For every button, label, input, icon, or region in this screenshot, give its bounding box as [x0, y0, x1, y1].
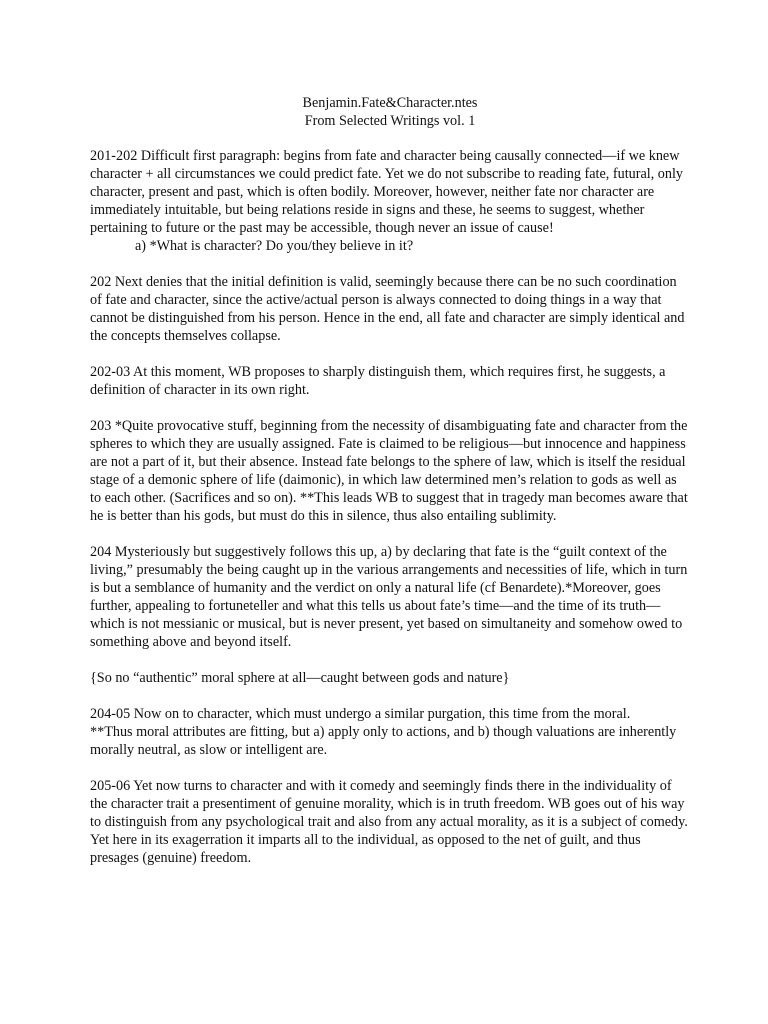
document-subtitle: From Selected Writings vol. 1 [304, 113, 476, 129]
paragraph-202 [90, 273, 690, 345]
paragraph-204-05 [90, 705, 690, 759]
paragraph-text: 201-202 Difficult first paragraph: begins from fate and character being causally connected—if we knew character + all circumstances we could predict fate. Yet we do not subscribe to reading fate, futural, only character, present and past, which is often bodily. Moreover, however, neither fate nor character are immediately intuitable, but being relations reside in signs and these, he seems to suggest, whether pertaining to future or the past may be accessible, though never an issue of cause! [90, 148, 684, 236]
paragraph-text: 205-06 Yet now turns to character and with it comedy and seemingly finds there in the individuality of the character trait a presentiment of genuine morality, which is in truth freedom. WB goes out of his way to distinguish from any psychological trait and also from any actual morality, as it is a subject of comedy. Yet here in its exagerration it imparts all to the individual, as opposed to the net of guilt, and thus presages (genuine) freedom. [90, 778, 688, 866]
document-page [90, 94, 690, 885]
paragraph-text: 204-05 Now on to character, which must undergo a similar purgation, this time from the moral. [90, 706, 631, 722]
paragraph-continuation: **Thus moral attributes are fitting, but a) apply only to actions, and b) though valuations are inherently morally neutral, as slow or intelligent are. [90, 724, 677, 758]
paragraph-text: 204 Mysteriously but suggestively follows this up, a) by declaring that fate is the “guilt context of the living,” presumably the being caught up in the various arrangements and necessities of life, which in turn is but a semblance of humanity and the verdict on only a natural life (cf Benardete).*Moreover, goes further, appealing to fortuneteller and what this tells us about fate’s time—and the time of its truth—which is not messianic or musical, but is never present, yet based on simultaneity and somehow owed to something above and beyond itself. [90, 544, 688, 650]
sub-item-a: a) *What is character? Do you/they believe in it? [135, 238, 414, 254]
paragraph-205-06 [90, 777, 690, 867]
title-block [90, 94, 690, 130]
paragraph-text: {So no “authentic” moral sphere at all—caught between gods and nature} [90, 670, 510, 686]
paragraph-202-03 [90, 363, 690, 399]
paragraph-text: 202-03 At this moment, WB proposes to sharply distinguish them, which requires first, he suggests, a definition of character in its own right. [90, 364, 666, 398]
paragraph-text: 202 Next denies that the initial definition is valid, seemingly because there can be no such coordination of fate and character, since the active/actual person is always connected to doing things in a way that cannot be distinguished from his person. Hence in the end, all fate and character are simply identical and the concepts themselves collapse. [90, 274, 685, 344]
paragraph-text: 203 *Quite provocative stuff, beginning from the necessity of disambiguating fate and character from the spheres to which they are usually assigned. Fate is claimed to be religious—but innocence and happiness are not a part of it, but their absence. Instead fate belongs to the sphere of law, which is itself the residual stage of a demonic sphere of life (daimonic), in which law determined men’s relation to gods as well as to each other. (Sacrifices and so on). **This leads WB to suggest that in tragedy man becomes aware that he is better than his gods, but must do this in silence, thus also entailing sublimity. [90, 418, 688, 524]
paragraph-204 [90, 543, 690, 651]
document-title: Benjamin.Fate&Character.ntes [302, 95, 478, 111]
paragraph-201-202 [90, 147, 690, 255]
paragraph-aside [90, 669, 690, 687]
paragraph-203 [90, 417, 690, 525]
